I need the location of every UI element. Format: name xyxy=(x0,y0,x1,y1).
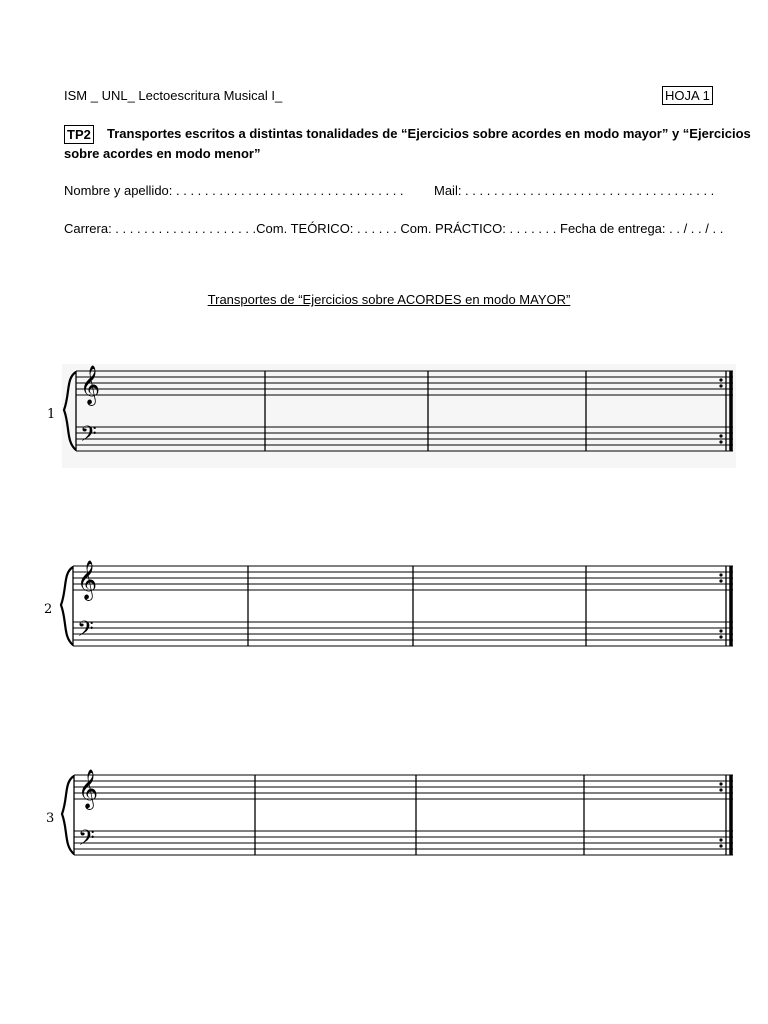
brace-icon xyxy=(62,776,74,854)
name-field: Nombre y apellido: . . . . . . . . . . . . . . . . . . . . . . . . . . . . . . . . xyxy=(64,183,404,198)
music-system-2 xyxy=(0,555,768,655)
music-system-1 xyxy=(0,360,768,470)
assignment-title-line2: sobre acordes en modo menor” xyxy=(64,146,261,161)
sheet-label: HOJA 1 xyxy=(662,86,713,105)
assignment-title-line1: Transportes escritos a distintas tonalidades de “Ejercicios sobre acordes en modo mayor” y “Ejercicios xyxy=(107,126,751,141)
header-institution: ISM _ UNL_ Lectoescritura Musical I_ xyxy=(64,88,283,103)
system-number: 3 xyxy=(46,811,55,826)
brace-icon xyxy=(61,567,73,645)
treble-clef-icon: 𝄞 xyxy=(78,769,99,809)
section-title: Transportes de “Ejercicios sobre ACORDES en modo MAYOR” xyxy=(207,292,571,307)
system-number: 1 xyxy=(47,407,56,422)
system-number: 2 xyxy=(44,602,53,617)
treble-clef-icon: 𝄞 xyxy=(80,365,101,405)
career-commission-date-field: Carrera: . . . . . . . . . . . . . . . . . . . .Com. TEÓRICO: . . . . . . Com. PRÁCTICO: . . . . . . . Fecha de entrega: . . / . . / . . xyxy=(64,221,724,236)
bass-clef-icon: 𝄢 xyxy=(78,826,95,856)
mail-field: Mail: . . . . . . . . . . . . . . . . . . . . . . . . . . . . . . . . . . . xyxy=(434,183,715,198)
bass-clef-icon: 𝄢 xyxy=(77,617,94,647)
music-system-3 xyxy=(0,764,768,864)
assignment-code: TP2 xyxy=(64,125,94,144)
treble-clef-icon: 𝄞 xyxy=(77,560,98,600)
bass-clef-icon: 𝄢 xyxy=(80,422,97,452)
